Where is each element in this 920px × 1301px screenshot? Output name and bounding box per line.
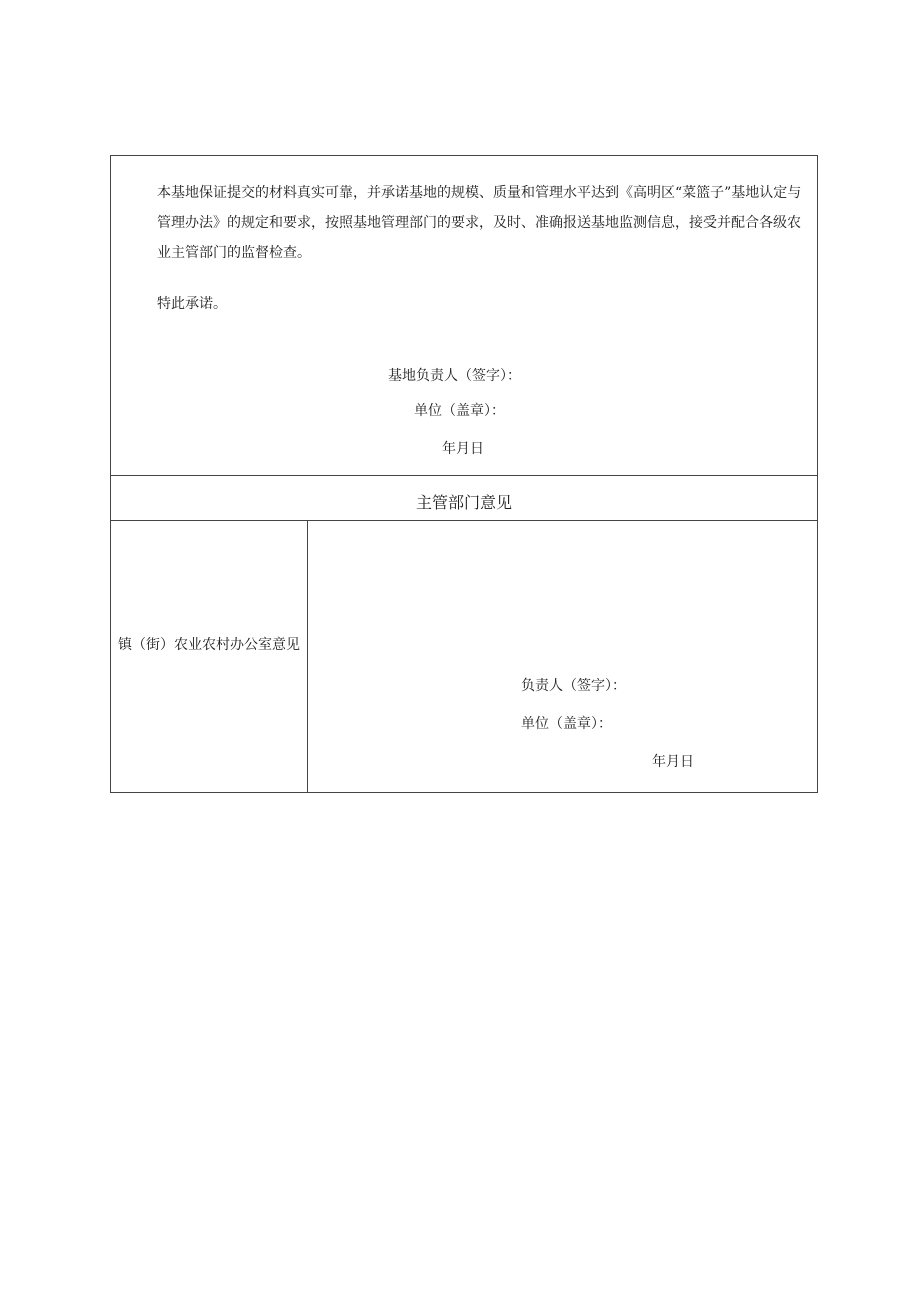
base-head-signature-label: 基地负责人（签字）：: [388, 368, 521, 384]
authority-head-signature-label: 负责人（签字）：: [521, 678, 626, 694]
heading-divider: [111, 520, 817, 521]
authority-opinion-heading: 主管部门意见: [415, 493, 512, 512]
commitment-form-table: [110, 155, 818, 793]
column-divider: [307, 520, 308, 793]
town-office-opinion-label: 镇（街）农业农村办公室意见: [118, 637, 300, 653]
authority-unit-seal-label: 单位（盖章）：: [521, 716, 612, 732]
base-unit-seal-label: 单位（盖章）：: [414, 403, 505, 419]
authority-date-label: 年月日: [652, 754, 694, 770]
pledge-body-text: 本基地保证提交的材料真实可靠，并承诺基地的规模、质量和管理水平达到《高明区“菜篮子”基地认定与管理办法》的规定和要求，按照基地管理部门的要求，及时、准确报送基地监测信息，接受并配合各级农业主管部门的监督检查。: [157, 185, 802, 261]
pledge-body-paragraph: [115, 178, 813, 268]
pledge-closing: 特此承诺。: [157, 296, 227, 312]
pledge-date-label: 年月日: [442, 441, 484, 457]
section-divider: [111, 475, 817, 476]
